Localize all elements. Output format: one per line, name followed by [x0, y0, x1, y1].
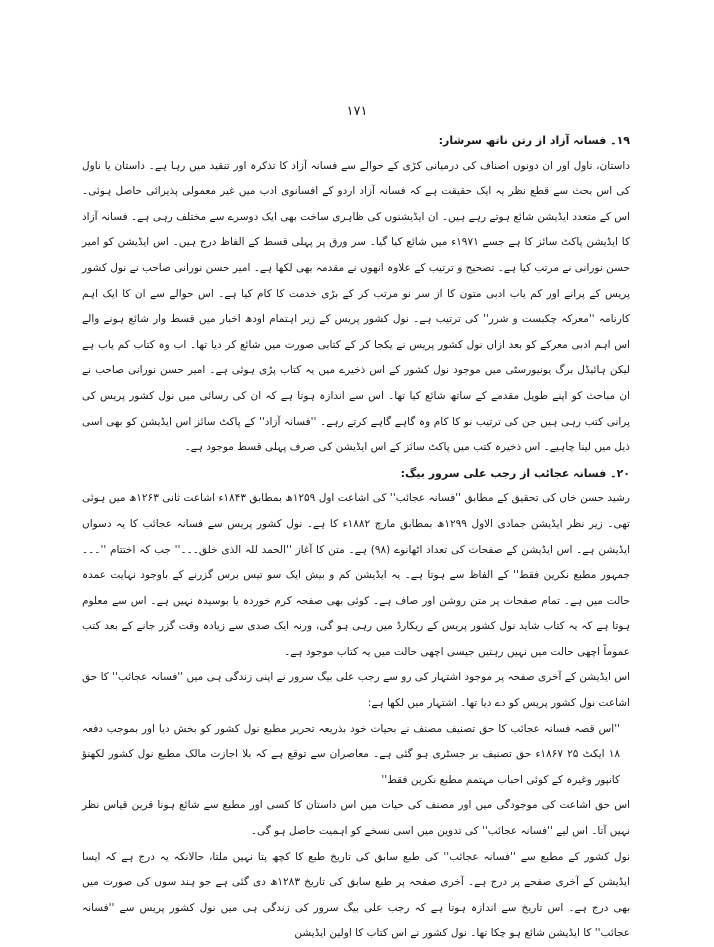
paragraph-copyright-note: اس حق اشاعت کی موجودگی میں اور مصنف کی حیات میں اس داستان کا کسی اور مطبع سے شائع ہونا قرین قیاس نظر نہیں آتا۔ اس لیے ''فسانہ عجائب'' کی تدوین میں اسی نسخے کو اہمیت حاصل ہو گی۔ — [82, 799, 630, 838]
paragraph-fasana-ajaib-edition: رشید حسن خاں کی تحقیق کے مطابق ''فسانہ عجائب'' کی اشاعت اول ۱۲۵۹ھ بمطابق ۱۸۴۳ء اشاعت ثانی ۱۲۶۳ھ میں ہوئی تھی۔ زیر نظر ایڈیشن جمادی الاول ۱۲۹۹ھ بمطابق مارچ ۱۸۸۲ء کا ہے۔ نول کشور پریس سے فسانہ عجائب کا یہ دسواں ایڈیشن ہے۔ اس ایڈیشن کے صفحات کی تعداد اٹھانوے (۹۸) ہے۔ متن کا آغاز ''الحمد للہ الذی خلق۔۔۔'' جب کہ اختتام ''۔۔۔ جمہور مطبع نکرین فقط'' کے الفاظ سے ہوتا ہے۔ یہ ایڈیشن کم و بیش ایک سو تیس برس گزرنے کے باوجود نہایت عمدہ حالت میں ہے۔ تمام صفحات پر متن روشن اور صاف ہے۔ کوئی بھی صفحہ کرم خوردہ یا بوسیدہ نہیں ہے۔ اس سے معلوم ہوتا ہے کہ یہ کتاب شاید نول کشور پریس کے ریکارڈ میں رہی ہو گی، ورنہ ایک صدی سے زیادہ وقت گزر جانے کے بعد کتب عموماً اچھی حالت میں نہیں رہتیں جیسی اچھی حالت میں یہ کتاب موجود ہے۔ — [82, 492, 630, 658]
section-heading-20: ۲۰۔ فسانہ عجائب از رجب علی سرور بیگ: — [400, 466, 630, 480]
paragraph-fasana-azad: داستان، ناول اور ان دونوں اصناف کی درمیانی کڑی کے حوالے سے فسانہ آزاد کا تذکرہ اور تنقید میں رہا ہے۔ داستان یا ناول کی اس بحث سے قطع نظر یہ ایک حقیقت ہے کہ فسانہ آزاد اردو کے افسانوی ادب میں غیر معمولی پذیرائی حاصل ہوئی۔ اس کے متعدد ایڈیشن شائع ہوتے رہے ہیں۔ ان ایڈیشنوں کی ظاہری ساخت بھی ایک دوسرے سے مختلف رہی ہے۔ فسانہ آزاد کا ایڈیشن پاکٹ سائز کا ہے جسے ۱۹۷۱ء میں شائع کیا گیا۔ سر ورق پر پہلی قسط کے الفاظ درج ہیں۔ اس ایڈیشن کو امیر حسن نورانی نے مرتب کیا ہے۔ تصحیح و ترتیب کے علاوہ انھوں نے مقدمہ بھی لکھا ہے۔ امیر حسن نورانی صاحب نے نول کشور پریس کے پرانے اور کم یاب ادبی متون کا از سر نو مرتب کر کے بڑی خدمت کا کام کیا ہے۔ اس حوالے سے ان کا ایک اہم کارنامہ ''معرکہ چکبست و شرر'' کی ترتیب ہے۔ نول کشور پریس کے زیر اہتمام اودھ اخبار میں قسط وار شائع ہونے والے اس اہم ادبی معرکے کو بعد ازاں نول کشور پریس نے یکجا کر کے کتابی صورت میں شائع کر دیا تھا۔ اب وہ کتاب کم یاب ہے لیکن ہائیڈل برگ یونیورسٹی میں موجود نول کشور کے اس ذخیرے میں یہ کتاب پڑی ہوئی ہے۔ امیر حسن نورانی صاحب نے ان مباحث کو اپنے طویل مقدمے کے ساتھ شائع کیا تھا۔ اس سے اندازہ ہوتا ہے کہ ان کی رسائی میں نول کشور پریس کی پرانی کتب رہی ہیں جن کی ترتیب نو کا کام وہ گاہے گاہے کرتے رہے۔ ''فسانہ آزاد'' کے پاکٹ سائز اس ایڈیشن کو بھی اسی ذیل میں لینا چاہیے۔ اس ذخیرہ کتب میں پاکٹ سائز کے اس ایڈیشن کی صرف پہلی قسط موجود ہے۔ — [82, 159, 630, 454]
section-heading-19: ۱۹۔ فسانہ آزاد از رتن ناتھ سرشار: — [438, 134, 630, 147]
paragraph-advertisement-intro: اس ایڈیشن کے آخری صفحہ پر موجود اشتہار کی رو سے رجب علی بیگ سرور نے اپنی زندگی ہی میں ''فسانہ عجائب'' کا حق اشاعت نول کشور پریس کو دے دیا تھا۔ اشتہار میں لکھا ہے: — [82, 671, 630, 710]
page-number: ۱۷۱ — [346, 104, 368, 119]
paragraph-previous-print: نول کشور کے مطبع سے ''فسانہ عجائب'' کی طبع سابق کی تاریخ طبع کا کچھ پتا نہیں ملتا، حالانکہ یہ درج ہے کہ ایسا ایڈیشن کے آخری صفحے پر درج ہے۔ آخری صفحہ پر طبع سابق کی تاریخ ۱۲۸۳ھ دی گئی ہے جو ہند سوں کی صورت میں بھی درج ہے۔ اس تاریخ سے اندازہ ہوتا ہے کہ رجب علی بیگ سرور کی زندگی ہی میں نول کشور پریس سے ''فسانہ عجائب'' کا ایڈیشن شائع ہو چکا تھا۔ نول کشور نے اس کتاب کا اولین ایڈیشن — [82, 850, 630, 940]
quoted-advertisement: ''اس قصہ فسانہ عجائب کا حق تصنیف مصنف نے بحیات خود بذریعہ تحریر مطبع نول کشور کو بخش دیا اور بموجب دفعہ ۱۸ ایکٹ ۲۵ ۱۸۶۷ء حق تصنیف بر جسٹری ہو گئی ہے۔ معاصران سے توقع ہے کہ بلا اجازت مالک مطبع نول کشور لکھنؤ کانپور وغیرہ کے کوئی احباب مہتمم مطبع نکرین فقط'' — [82, 722, 620, 786]
text-column — [82, 128, 630, 947]
